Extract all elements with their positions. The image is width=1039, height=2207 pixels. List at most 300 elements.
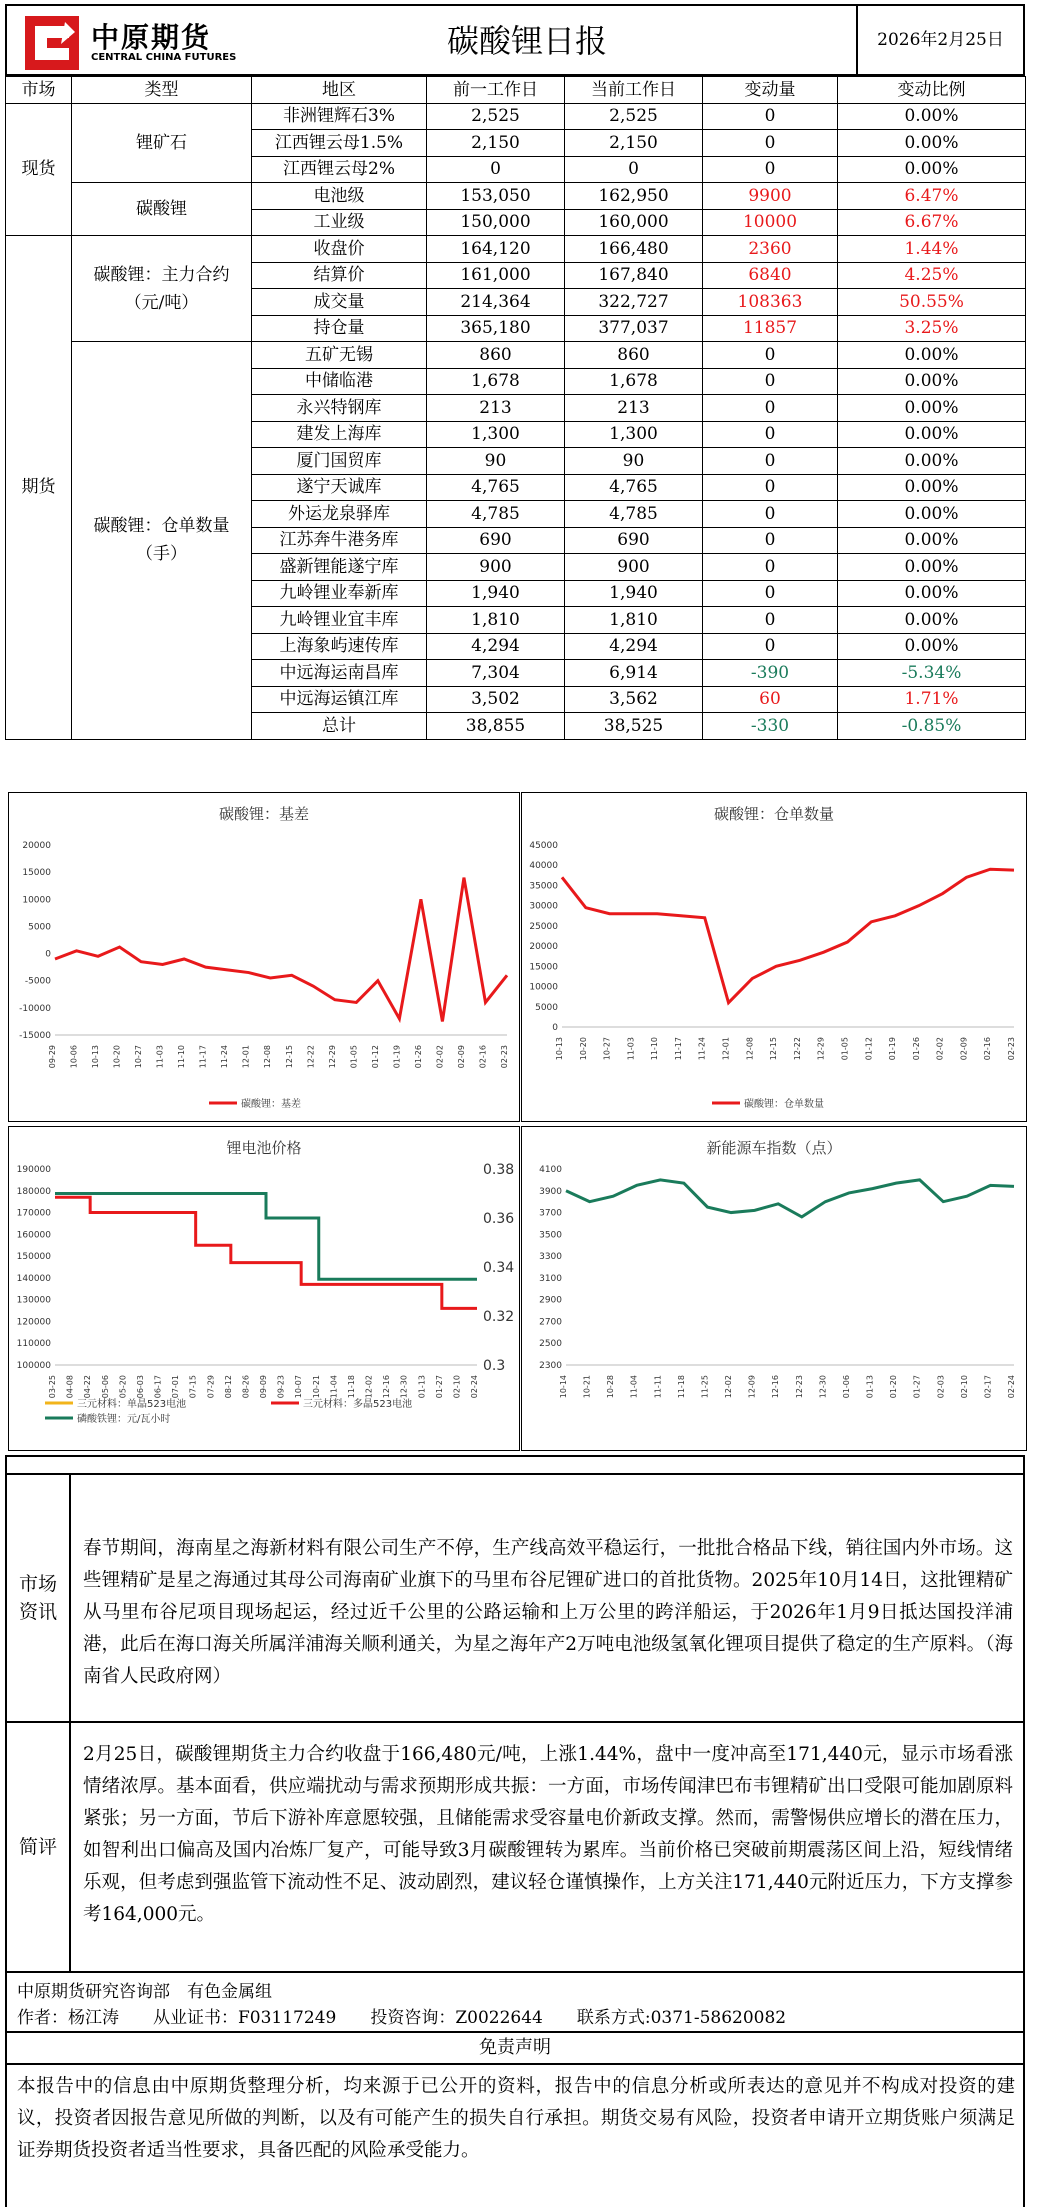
- change-pct-cell: 1.44%: [838, 236, 1026, 263]
- table-row: [6, 183, 1026, 210]
- cur-value-cell: 377,037: [565, 315, 703, 342]
- x-tick-label: 12-09: [747, 1375, 757, 1399]
- x-tick-label: 11-03: [626, 1037, 636, 1061]
- change-cell: 0: [703, 527, 838, 554]
- change-cell: 0: [703, 421, 838, 448]
- change-pct-cell: -0.85%: [838, 713, 1026, 740]
- author-line: 作者：杨江涛 从业证书：F03117249 投资咨询：Z0022644 联系方式:0371-58620082: [17, 2008, 787, 2028]
- change-pct-cell: 0.00%: [838, 103, 1026, 130]
- market-spot: 现货: [6, 103, 72, 236]
- prev-value-cell: 2,150: [427, 130, 565, 157]
- prev-value-cell: 1,300: [427, 421, 565, 448]
- region-cell: 江西锂云母1.5%: [252, 130, 427, 157]
- series-line: [562, 869, 1014, 1002]
- region-cell: 五矿无锡: [252, 342, 427, 369]
- change-cell: -390: [703, 660, 838, 687]
- chart-title: 碳酸锂：仓单数量: [713, 805, 834, 823]
- change-cell: 0: [703, 474, 838, 501]
- region-cell: 收盘价: [252, 236, 427, 263]
- region-cell: 遂宁天诚库: [252, 474, 427, 501]
- y-tick-label: 0: [552, 1023, 558, 1033]
- y-tick-label: 140000: [16, 1273, 51, 1284]
- cur-value-cell: 213: [565, 395, 703, 422]
- change-pct-cell: 0.00%: [838, 395, 1026, 422]
- x-tick-label: 11-11: [653, 1375, 663, 1399]
- cur-value-cell: 162,950: [565, 183, 703, 210]
- prev-value-cell: 4,765: [427, 474, 565, 501]
- region-cell: 建发上海库: [252, 421, 427, 448]
- table-row: [6, 236, 1026, 263]
- y-tick-label: 30000: [529, 901, 558, 912]
- x-tick-label: 01-26: [911, 1037, 921, 1061]
- x-tick-label: 12-16: [382, 1375, 392, 1399]
- change-cell: 0: [703, 580, 838, 607]
- x-tick-label: 02-24: [470, 1375, 479, 1399]
- x-tick-label: 12-02: [364, 1375, 374, 1399]
- y-tick-label: 5000: [28, 922, 51, 933]
- y-tick-label: 2300: [539, 1361, 562, 1371]
- cur-value-cell: 4,765: [565, 474, 703, 501]
- x-tick-label: 02-02: [435, 1045, 445, 1069]
- y-tick-label: -5000: [24, 976, 51, 987]
- y-tick-label: 130000: [16, 1295, 51, 1306]
- x-tick-label: 11-04: [329, 1375, 339, 1399]
- change-cell: 9900: [703, 183, 838, 210]
- column-header: 市场: [6, 77, 72, 104]
- report-date: 2026年2月25日: [856, 6, 1023, 74]
- x-tick-label: 02-23: [1007, 1037, 1016, 1061]
- y-tick-label: 25000: [529, 921, 558, 932]
- cur-value-cell: 6,914: [565, 660, 703, 687]
- basis-chart: [8, 792, 520, 1122]
- cur-value-cell: 4,294: [565, 633, 703, 660]
- change-cell: 0: [703, 156, 838, 183]
- x-tick-label: 01-20: [889, 1375, 899, 1399]
- series-line: [55, 878, 507, 1022]
- x-tick-label: 06-17: [153, 1375, 163, 1399]
- cur-value-cell: 322,727: [565, 289, 703, 316]
- y-tick-label: 170000: [16, 1208, 51, 1219]
- prev-value-cell: 161,000: [427, 262, 565, 289]
- cur-value-cell: 167,840: [565, 262, 703, 289]
- x-tick-label: 10-21: [582, 1375, 592, 1399]
- prev-value-cell: 90: [427, 448, 565, 475]
- x-tick-label: 10-27: [602, 1037, 612, 1061]
- change-cell: 10000: [703, 209, 838, 236]
- battery-price-chart-svg: [9, 1127, 519, 1450]
- change-pct-cell: 0.00%: [838, 474, 1026, 501]
- type-warrant: 碳酸锂：仓单数量（手）: [72, 342, 252, 740]
- x-tick-label: 01-26: [413, 1045, 423, 1069]
- x-tick-label: 05-06: [100, 1375, 110, 1399]
- x-tick-label: 02-24: [1007, 1375, 1016, 1399]
- x-tick-label: 01-05: [349, 1045, 359, 1069]
- legend-label: 三元材料：单晶523电池: [77, 1399, 187, 1410]
- region-cell: 中远海运镇江库: [252, 686, 427, 713]
- y2-tick-label: 0.38: [483, 1162, 515, 1178]
- x-tick-label: 07-15: [188, 1375, 198, 1399]
- x-tick-label: 07-29: [206, 1375, 216, 1399]
- legend-label: 碳酸锂：仓单数量: [744, 1099, 824, 1110]
- y-tick-label: 3100: [539, 1273, 562, 1284]
- region-cell: 上海象屿速传库: [252, 633, 427, 660]
- change-pct-cell: 0.00%: [838, 156, 1026, 183]
- change-cell: 0: [703, 607, 838, 634]
- x-tick-label: 11-17: [673, 1037, 683, 1061]
- change-pct-cell: 0.00%: [838, 342, 1026, 369]
- type-ore: 锂矿石: [72, 103, 252, 183]
- x-tick-label: 01-27: [912, 1375, 922, 1399]
- region-cell: 结算价: [252, 262, 427, 289]
- region-cell: 江苏奔牛港务库: [252, 527, 427, 554]
- x-tick-label: 11-25: [700, 1375, 710, 1399]
- y-tick-label: 0: [45, 949, 51, 960]
- change-cell: 0: [703, 103, 838, 130]
- region-cell: 厦门国贸库: [252, 448, 427, 475]
- divider: [5, 1455, 1025, 1473]
- cur-value-cell: 1,810: [565, 607, 703, 634]
- region-cell: 九岭锂业奉新库: [252, 580, 427, 607]
- x-tick-label: 10-28: [606, 1375, 616, 1399]
- cur-value-cell: 166,480: [565, 236, 703, 263]
- x-tick-label: 10-13: [91, 1045, 101, 1069]
- x-tick-label: 01-27: [434, 1375, 444, 1399]
- prev-value-cell: 164,120: [427, 236, 565, 263]
- change-pct-cell: 0.00%: [838, 554, 1026, 581]
- market-futures: 期货: [6, 236, 72, 740]
- prev-value-cell: 4,785: [427, 501, 565, 528]
- nev-index-chart-svg: [522, 1127, 1026, 1450]
- x-tick-label: 12-15: [769, 1037, 779, 1061]
- cur-value-cell: 1,940: [565, 580, 703, 607]
- prev-value-cell: 0: [427, 156, 565, 183]
- change-pct-cell: 0.00%: [838, 448, 1026, 475]
- comment-section: [5, 1721, 1025, 1973]
- prev-value-cell: 1,940: [427, 580, 565, 607]
- region-cell: 电池级: [252, 183, 427, 210]
- x-tick-label: 10-27: [134, 1045, 144, 1069]
- x-tick-label: 12-02: [724, 1375, 734, 1399]
- x-tick-label: 02-16: [983, 1037, 993, 1061]
- x-tick-label: 10-20: [112, 1045, 122, 1069]
- type-main-contract: 碳酸锂：主力合约（元/吨）: [72, 236, 252, 342]
- prev-value-cell: 150,000: [427, 209, 565, 236]
- comment-text: 2月25日，碳酸锂期货主力合约收盘于166,480元/吨，上涨1.44%，盘中一度冲高至171,440元，显示市场看涨情绪浓厚。基本面看，供应端扰动与需求预期形成共振：一方面，市场传闻津巴布韦锂精矿出口受限可能加剧原料紧张；另一方面，节后下游补库意愿较强，且储能需求受容量电价新政支撑。然而，需警惕供应增长的潜在压力，如智利出口偏高及国内冶炼厂复产，可能导致3月碳酸锂转为累库。当前价格已突破前期震荡区间上沿，短线情绪乐观，但考虑到强监管下流动性不足、波动剧烈，建议轻仓谨慎操作，上方关注171,440元附近压力，下方支撑参考164,000元。: [83, 1744, 1013, 1925]
- report-header: [5, 4, 1025, 76]
- dept-line: 中原期货研究咨询部 有色金属组: [17, 1982, 272, 2002]
- series-line: [566, 1180, 1014, 1217]
- x-tick-label: 02-02: [935, 1037, 945, 1061]
- y-tick-label: 2900: [539, 1295, 562, 1306]
- y-tick-label: -10000: [19, 1003, 51, 1014]
- column-header: 地区: [252, 77, 427, 104]
- x-tick-label: 08-26: [241, 1375, 251, 1399]
- x-tick-label: 12-22: [306, 1045, 316, 1069]
- region-cell: 非洲锂辉石3%: [252, 103, 427, 130]
- cur-value-cell: 38,525: [565, 713, 703, 740]
- cur-value-cell: 690: [565, 527, 703, 554]
- x-tick-label: 02-23: [500, 1045, 509, 1069]
- change-cell: -330: [703, 713, 838, 740]
- basis-chart-svg: [9, 793, 519, 1121]
- x-tick-label: 10-07: [294, 1375, 304, 1399]
- chart-title: 锂电池价格: [226, 1139, 302, 1157]
- x-tick-label: 07-01: [171, 1375, 181, 1399]
- change-pct-cell: -5.34%: [838, 660, 1026, 687]
- x-tick-label: 12-30: [399, 1375, 409, 1399]
- x-tick-label: 12-29: [327, 1045, 337, 1069]
- legend-label: 碳酸锂：基差: [241, 1099, 301, 1110]
- prev-value-cell: 7,304: [427, 660, 565, 687]
- table-header-row: [6, 77, 1026, 104]
- x-tick-label: 04-22: [83, 1375, 93, 1399]
- x-tick-label: 12-22: [792, 1037, 802, 1061]
- x-tick-label: 10-06: [69, 1045, 79, 1069]
- change-cell: 2360: [703, 236, 838, 263]
- nev-index-chart: [521, 1126, 1027, 1451]
- prev-value-cell: 153,050: [427, 183, 565, 210]
- y-tick-label: 190000: [16, 1165, 51, 1175]
- y-tick-label: 4100: [539, 1165, 562, 1175]
- x-tick-label: 01-13: [417, 1375, 427, 1399]
- y-tick-label: 45000: [529, 841, 558, 851]
- column-header: 变动量: [703, 77, 838, 104]
- y-tick-label: 10000: [22, 895, 51, 906]
- x-tick-label: 12-15: [284, 1045, 294, 1069]
- prev-value-cell: 213: [427, 395, 565, 422]
- column-header: 当前工作日: [565, 77, 703, 104]
- y-tick-label: 15000: [529, 962, 558, 973]
- footer-section: [5, 1971, 1025, 2207]
- market-news-label: 市场资讯: [7, 1475, 71, 1721]
- change-cell: 6840: [703, 262, 838, 289]
- change-cell: 0: [703, 368, 838, 395]
- change-pct-cell: 0.00%: [838, 130, 1026, 157]
- change-pct-cell: 0.00%: [838, 501, 1026, 528]
- x-tick-label: 11-18: [676, 1375, 686, 1399]
- x-tick-label: 09-23: [276, 1375, 286, 1399]
- x-tick-label: 08-12: [223, 1375, 233, 1399]
- x-tick-label: 01-06: [841, 1375, 851, 1399]
- x-tick-label: 02-10: [959, 1375, 969, 1399]
- cur-value-cell: 2,525: [565, 103, 703, 130]
- x-tick-label: 12-30: [818, 1375, 828, 1399]
- x-tick-label: 01-12: [864, 1037, 874, 1061]
- region-cell: 成交量: [252, 289, 427, 316]
- change-pct-cell: 0.00%: [838, 368, 1026, 395]
- x-tick-label: 03-25: [48, 1375, 57, 1399]
- x-tick-label: 12-08: [745, 1037, 755, 1061]
- region-cell: 九岭锂业宜丰库: [252, 607, 427, 634]
- y2-tick-label: 0.34: [483, 1260, 515, 1276]
- y-tick-label: 10000: [529, 982, 558, 993]
- x-tick-label: 11-24: [220, 1045, 230, 1069]
- region-cell: 中储临港: [252, 368, 427, 395]
- x-tick-label: 12-01: [721, 1037, 731, 1061]
- x-tick-label: 11-03: [155, 1045, 165, 1069]
- x-tick-label: 02-10: [452, 1375, 462, 1399]
- y-tick-label: 3300: [539, 1252, 562, 1263]
- price-table: [5, 76, 1026, 740]
- logo-en: CENTRAL CHINA FUTURES: [91, 52, 237, 63]
- x-tick-label: 01-19: [888, 1037, 898, 1061]
- market-news-section: [5, 1473, 1025, 1723]
- change-pct-cell: 3.25%: [838, 315, 1026, 342]
- region-cell: 中远海运南昌库: [252, 660, 427, 687]
- region-cell: 江西锂云母2%: [252, 156, 427, 183]
- x-tick-label: 04-08: [65, 1375, 75, 1399]
- company-logo: [15, 16, 245, 70]
- y-tick-label: 100000: [16, 1361, 51, 1371]
- prev-value-cell: 4,294: [427, 633, 565, 660]
- logo-mark-icon: [25, 16, 79, 70]
- y-tick-label: 20000: [529, 942, 558, 953]
- region-cell: 永兴特钢库: [252, 395, 427, 422]
- change-cell: 0: [703, 342, 838, 369]
- x-tick-label: 01-13: [865, 1375, 875, 1399]
- y-tick-label: 3700: [539, 1208, 562, 1219]
- prev-value-cell: 1,678: [427, 368, 565, 395]
- y-tick-label: 3900: [539, 1186, 562, 1197]
- region-cell: 工业级: [252, 209, 427, 236]
- x-tick-label: 10-20: [578, 1037, 588, 1061]
- change-cell: 108363: [703, 289, 838, 316]
- x-tick-label: 12-29: [816, 1037, 826, 1061]
- report-title: 碳酸锂日报: [446, 22, 607, 60]
- x-tick-label: 11-10: [177, 1045, 187, 1069]
- region-cell: 持仓量: [252, 315, 427, 342]
- prev-value-cell: 365,180: [427, 315, 565, 342]
- y2-tick-label: 0.32: [483, 1309, 515, 1325]
- x-tick-label: 09-29: [48, 1045, 57, 1069]
- change-cell: 0: [703, 395, 838, 422]
- cur-value-cell: 90: [565, 448, 703, 475]
- y-tick-label: -15000: [19, 1031, 51, 1041]
- change-cell: 0: [703, 501, 838, 528]
- prev-value-cell: 860: [427, 342, 565, 369]
- change-pct-cell: 4.25%: [838, 262, 1026, 289]
- warrant-chart-svg: [522, 793, 1026, 1121]
- table-row: [6, 103, 1026, 130]
- x-tick-label: 11-24: [697, 1037, 707, 1061]
- cur-value-cell: 0: [565, 156, 703, 183]
- y-tick-label: 180000: [16, 1186, 51, 1197]
- battery-price-chart: [8, 1126, 520, 1451]
- disclaimer-title: 免责声明: [7, 2031, 1023, 2065]
- y-tick-label: 40000: [529, 861, 558, 872]
- legend-label: 磷酸铁锂：元/瓦小时: [77, 1414, 171, 1425]
- column-header: 类型: [72, 77, 252, 104]
- y-tick-label: 35000: [529, 881, 558, 892]
- x-tick-label: 02-17: [983, 1375, 993, 1399]
- y2-tick-label: 0.3: [483, 1358, 506, 1374]
- change-pct-cell: 6.67%: [838, 209, 1026, 236]
- change-pct-cell: 0.00%: [838, 633, 1026, 660]
- prev-value-cell: 690: [427, 527, 565, 554]
- region-cell: 总计: [252, 713, 427, 740]
- column-header: 前一工作日: [427, 77, 565, 104]
- y-tick-label: 2700: [539, 1317, 562, 1328]
- change-cell: 11857: [703, 315, 838, 342]
- x-tick-label: 11-10: [650, 1037, 660, 1061]
- x-tick-label: 10-14: [559, 1375, 568, 1399]
- region-cell: 外运龙泉驿库: [252, 501, 427, 528]
- change-pct-cell: 0.00%: [838, 421, 1026, 448]
- change-pct-cell: 0.00%: [838, 580, 1026, 607]
- change-cell: 0: [703, 633, 838, 660]
- logo-cn: 中原期货: [91, 21, 212, 54]
- x-tick-label: 11-17: [198, 1045, 208, 1069]
- disclaimer-text: 本报告中的信息由中原期货整理分析，均来源于已公开的资料，报告中的信息分析或所表达的意见并不构成对投资的建议，投资者因报告意见所做的判断，以及有可能产生的损失自行承担。期货交易有风险，投资者申请开立期货账户须满足证券期货投资者适当性要求，具备匹配的风险承受能力。: [17, 2076, 1015, 2161]
- x-tick-label: 10-21: [311, 1375, 321, 1399]
- cur-value-cell: 860: [565, 342, 703, 369]
- cur-value-cell: 900: [565, 554, 703, 581]
- y-tick-label: 15000: [22, 868, 51, 879]
- chart-title: 碳酸锂：基差: [218, 805, 309, 823]
- type-li2co3: 碳酸锂: [72, 183, 252, 236]
- y-tick-label: 20000: [22, 841, 51, 851]
- y-tick-label: 120000: [16, 1317, 51, 1328]
- warrant-chart: [521, 792, 1027, 1122]
- prev-value-cell: 900: [427, 554, 565, 581]
- x-tick-label: 12-23: [794, 1375, 804, 1399]
- x-tick-label: 01-19: [392, 1045, 402, 1069]
- x-tick-label: 10-13: [555, 1037, 564, 1061]
- chart-title: 新能源车指数（点）: [706, 1139, 842, 1157]
- series-line: [55, 1194, 477, 1280]
- prev-value-cell: 3,502: [427, 686, 565, 713]
- cur-value-cell: 1,300: [565, 421, 703, 448]
- x-tick-label: 12-01: [241, 1045, 251, 1069]
- cur-value-cell: 2,150: [565, 130, 703, 157]
- change-cell: 0: [703, 130, 838, 157]
- cur-value-cell: 3,562: [565, 686, 703, 713]
- change-cell: 0: [703, 448, 838, 475]
- cur-value-cell: 4,785: [565, 501, 703, 528]
- change-cell: 60: [703, 686, 838, 713]
- y-tick-label: 5000: [535, 1002, 558, 1013]
- change-pct-cell: 0.00%: [838, 527, 1026, 554]
- prev-value-cell: 214,364: [427, 289, 565, 316]
- prev-value-cell: 38,855: [427, 713, 565, 740]
- region-cell: 盛新锂能遂宁库: [252, 554, 427, 581]
- x-tick-label: 11-18: [346, 1375, 356, 1399]
- x-tick-label: 02-09: [959, 1037, 969, 1061]
- x-tick-label: 05-20: [118, 1375, 128, 1399]
- change-pct-cell: 0.00%: [838, 607, 1026, 634]
- change-cell: 0: [703, 554, 838, 581]
- cur-value-cell: 160,000: [565, 209, 703, 236]
- x-tick-label: 12-08: [263, 1045, 273, 1069]
- y-tick-label: 2500: [539, 1339, 562, 1350]
- y-tick-label: 3500: [539, 1230, 562, 1241]
- change-pct-cell: 6.47%: [838, 183, 1026, 210]
- y-tick-label: 150000: [16, 1252, 51, 1263]
- x-tick-label: 11-04: [629, 1375, 639, 1399]
- x-tick-label: 09-09: [259, 1375, 268, 1399]
- x-tick-label: 12-16: [771, 1375, 781, 1399]
- column-header: 变动比例: [838, 77, 1026, 104]
- cur-value-cell: 1,678: [565, 368, 703, 395]
- x-tick-label: 02-16: [478, 1045, 488, 1069]
- x-tick-label: 02-03: [936, 1375, 946, 1399]
- x-tick-label: 01-05: [840, 1037, 850, 1061]
- legend-label: 三元材料：多晶523电池: [303, 1399, 413, 1410]
- change-pct-cell: 1.71%: [838, 686, 1026, 713]
- market-news-text: 春节期间，海南星之海新材料有限公司生产不停，生产线高效平稳运行，一批批合格品下线，销往国内外市场。这些锂精矿是星之海通过其母公司海南矿业旗下的马里布谷尼锂矿进口的首批货物。2025年10月14日，这批锂精矿从马里布谷尼项目现场起运，经过近千公里的公路运输和上万公里的跨洋船运，于2026年1月9日抵达国投洋浦港，此后在海口海关所属洋浦海关顺利通关，为星之海年产2万吨电池级氢氧化锂项目提供了稳定的生产原料。（海南省人民政府网）: [83, 1538, 1013, 1687]
- x-tick-label: 01-12: [370, 1045, 380, 1069]
- comment-label: 简评: [7, 1723, 71, 1971]
